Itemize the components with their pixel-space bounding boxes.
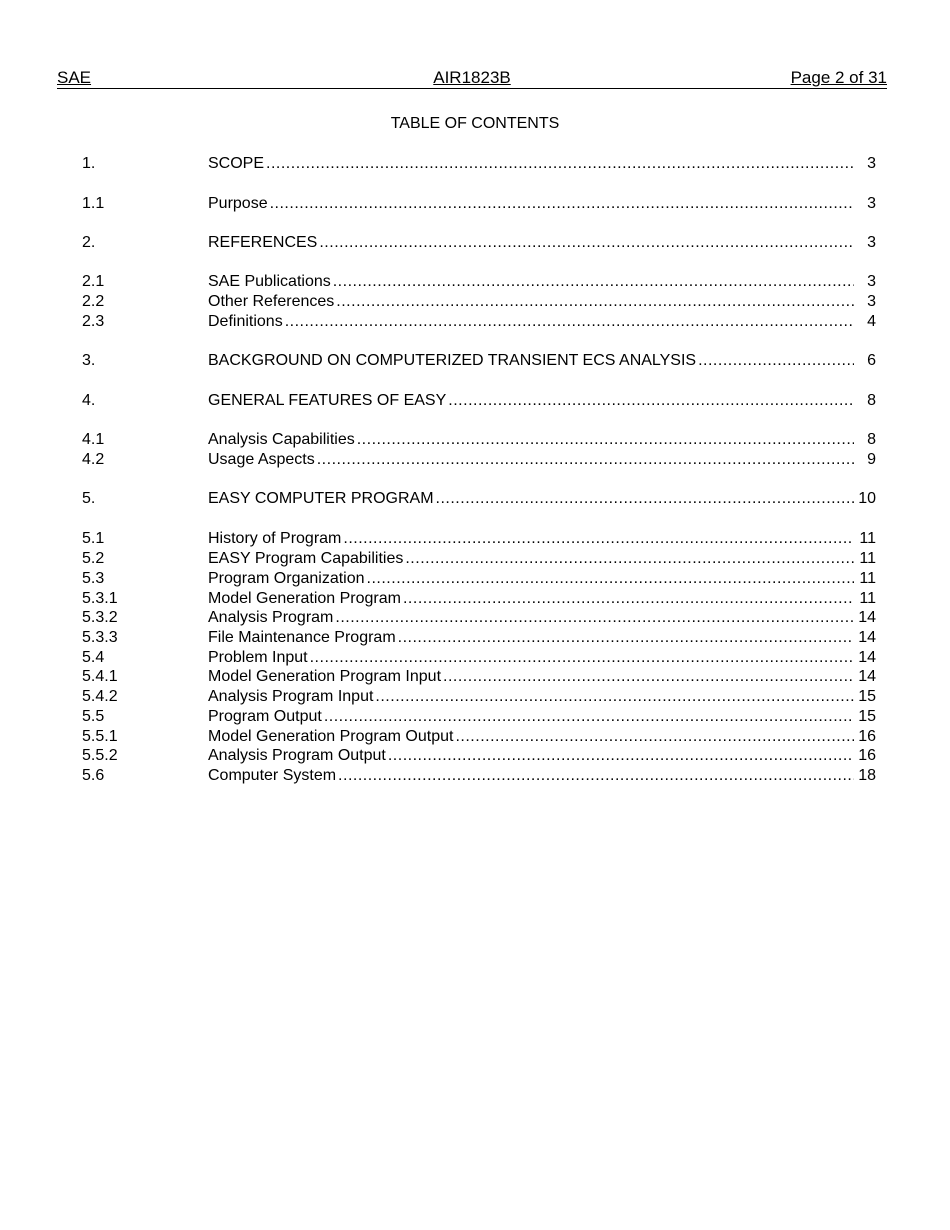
toc-entry-title: EASY Program Capabilities [208, 550, 404, 567]
toc-entry-title: Program Output [208, 708, 322, 725]
toc-entry-title: Model Generation Program Input [208, 668, 442, 685]
toc-entry-page: 8 [867, 431, 876, 448]
toc-entry-number: 5.2 [82, 550, 105, 567]
toc-entry-number: 4.2 [82, 451, 105, 468]
toc-leader-dots [270, 194, 854, 214]
toc-entry[interactable] [82, 667, 876, 687]
toc-entry[interactable] [82, 608, 876, 628]
toc-leader-dots [448, 391, 854, 411]
toc-entry[interactable] [82, 430, 876, 450]
toc-entry-title: GENERAL FEATURES OF EASY [208, 392, 447, 409]
toc-entry[interactable] [82, 529, 876, 549]
toc-entry-number: 2.1 [82, 273, 105, 290]
toc-entry-page: 6 [867, 352, 876, 369]
toc-leader-dots [343, 529, 854, 549]
toc-entry-title: Analysis Program Output [208, 747, 386, 764]
toc-entry-number: 5.4.1 [82, 668, 118, 685]
toc-entry-number: 1.1 [82, 195, 105, 212]
toc-leader-dots [317, 450, 854, 470]
toc-leader-dots [455, 727, 854, 747]
toc-entry[interactable] [82, 292, 876, 312]
toc-entry[interactable] [82, 391, 876, 411]
toc-entry[interactable] [82, 727, 876, 747]
toc-entry-title: History of Program [208, 530, 342, 547]
toc-entry-title: Usage Aspects [208, 451, 315, 468]
toc-leader-dots [338, 766, 854, 786]
toc-entry-page: 14 [858, 668, 876, 685]
toc-entry-page: 14 [858, 609, 876, 626]
toc-entry-page: 11 [859, 530, 876, 547]
toc-entry-title: EASY COMPUTER PROGRAM [208, 490, 434, 507]
toc-entry-number: 5.5.1 [82, 728, 118, 745]
toc-entry-page: 9 [867, 451, 876, 468]
toc-entry-number: 5.3.1 [82, 590, 118, 607]
toc-leader-dots [266, 154, 854, 174]
toc-entry[interactable] [82, 194, 876, 214]
toc-entry-number: 2.3 [82, 313, 105, 330]
toc-entry-number: 3. [82, 352, 96, 369]
toc-entry[interactable] [82, 489, 876, 509]
toc-entry-page: 16 [858, 747, 876, 764]
toc-entry-page: 3 [867, 195, 876, 212]
toc-entry-number: 5.4 [82, 649, 105, 666]
toc-leader-dots [335, 608, 854, 628]
toc-entry-title: Computer System [208, 767, 337, 784]
toc-entry-page: 14 [858, 629, 876, 646]
toc-leader-dots [333, 272, 854, 292]
toc-entry-number: 1. [82, 155, 96, 172]
toc-entry-page: 15 [858, 688, 876, 705]
toc-entry-title: Model Generation Program [208, 590, 401, 607]
toc-entry-title: Analysis Capabilities [208, 431, 355, 448]
toc-entry[interactable] [82, 450, 876, 470]
toc-entry-page: 11 [859, 590, 876, 607]
toc-entry-number: 2. [82, 234, 96, 251]
toc-entry-title: Model Generation Program Output [208, 728, 454, 745]
toc-entry[interactable] [82, 766, 876, 786]
toc-entry-title: Purpose [208, 195, 268, 212]
toc-entry-page: 8 [867, 392, 876, 409]
toc-entry-page: 11 [859, 570, 876, 587]
toc-entry-number: 5.3 [82, 570, 105, 587]
toc-entry[interactable] [82, 154, 876, 174]
publisher-label: SAE [57, 68, 92, 87]
toc-entry-page: 11 [859, 550, 876, 567]
toc-entry[interactable] [82, 648, 876, 668]
toc-entry-page: 3 [867, 234, 876, 251]
toc-entry-title: Program Organization [208, 570, 365, 587]
toc-entry-title: Definitions [208, 313, 283, 330]
toc-entry-title: File Maintenance Program [208, 629, 396, 646]
toc-entry-page: 4 [867, 313, 876, 330]
toc-leader-dots [375, 687, 854, 707]
toc-entry[interactable] [82, 687, 876, 707]
toc-leader-dots [324, 707, 854, 727]
toc-entry-page: 18 [858, 767, 876, 784]
toc-entry[interactable] [82, 746, 876, 766]
toc-entry[interactable] [82, 707, 876, 727]
toc-entry-number: 5. [82, 490, 96, 507]
toc-leader-dots [310, 648, 854, 668]
document-number: AIR1823B [433, 68, 511, 87]
toc-heading: TABLE OF CONTENTS [390, 115, 560, 132]
toc-entry[interactable] [82, 549, 876, 569]
toc-entry-title: SCOPE [208, 155, 265, 172]
toc-entry[interactable] [82, 312, 876, 332]
toc-entry-page: 14 [858, 649, 876, 666]
toc-entry-title: Other References [208, 293, 335, 310]
toc-entry-number: 4. [82, 392, 96, 409]
toc-entry[interactable] [82, 233, 876, 253]
toc-leader-dots [403, 589, 854, 609]
toc-leader-dots [285, 312, 854, 332]
toc-leader-dots [698, 351, 854, 371]
toc-leader-dots [357, 430, 854, 450]
toc-entry-page: 10 [858, 490, 876, 507]
toc-entry[interactable] [82, 569, 876, 589]
toc-leader-dots [405, 549, 854, 569]
toc-entry-number: 5.3.2 [82, 609, 118, 626]
toc-leader-dots [367, 569, 854, 589]
toc-entry-title: Analysis Program [208, 609, 334, 626]
toc-entry-title: SAE Publications [208, 273, 331, 290]
toc-leader-dots [336, 292, 854, 312]
toc-entry-page: 3 [867, 293, 876, 310]
toc-entry[interactable] [82, 589, 876, 609]
toc-entry-number: 5.5.2 [82, 747, 118, 764]
toc-entry-number: 4.1 [82, 431, 105, 448]
toc-entry-number: 5.3.3 [82, 629, 118, 646]
toc-leader-dots [319, 233, 854, 253]
toc-entry-number: 5.1 [82, 530, 105, 547]
toc-leader-dots [388, 746, 854, 766]
toc-entry-number: 5.5 [82, 708, 105, 725]
toc-entry-title: Problem Input [208, 649, 308, 666]
page-header [57, 68, 887, 89]
toc-entry[interactable] [82, 272, 876, 292]
toc-entry[interactable] [82, 351, 876, 371]
toc-entry-number: 5.6 [82, 767, 105, 784]
toc-entry-page: 3 [867, 273, 876, 290]
toc-entry-page: 3 [867, 155, 876, 172]
toc-entry-number: 2.2 [82, 293, 105, 310]
toc-leader-dots [436, 489, 854, 509]
toc-entry-number: 5.4.2 [82, 688, 118, 705]
toc-entry-title: BACKGROUND ON COMPUTERIZED TRANSIENT ECS ANALYSIS [208, 352, 697, 369]
toc-leader-dots [398, 628, 854, 648]
toc-entry[interactable] [82, 628, 876, 648]
page-indicator: Page 2 of 31 [790, 68, 887, 87]
toc-leader-dots [443, 667, 854, 687]
toc-entry-title: REFERENCES [208, 234, 318, 251]
toc-entry-title: Analysis Program Input [208, 688, 374, 705]
toc-entry-page: 15 [858, 708, 876, 725]
toc-entry-page: 16 [858, 728, 876, 745]
